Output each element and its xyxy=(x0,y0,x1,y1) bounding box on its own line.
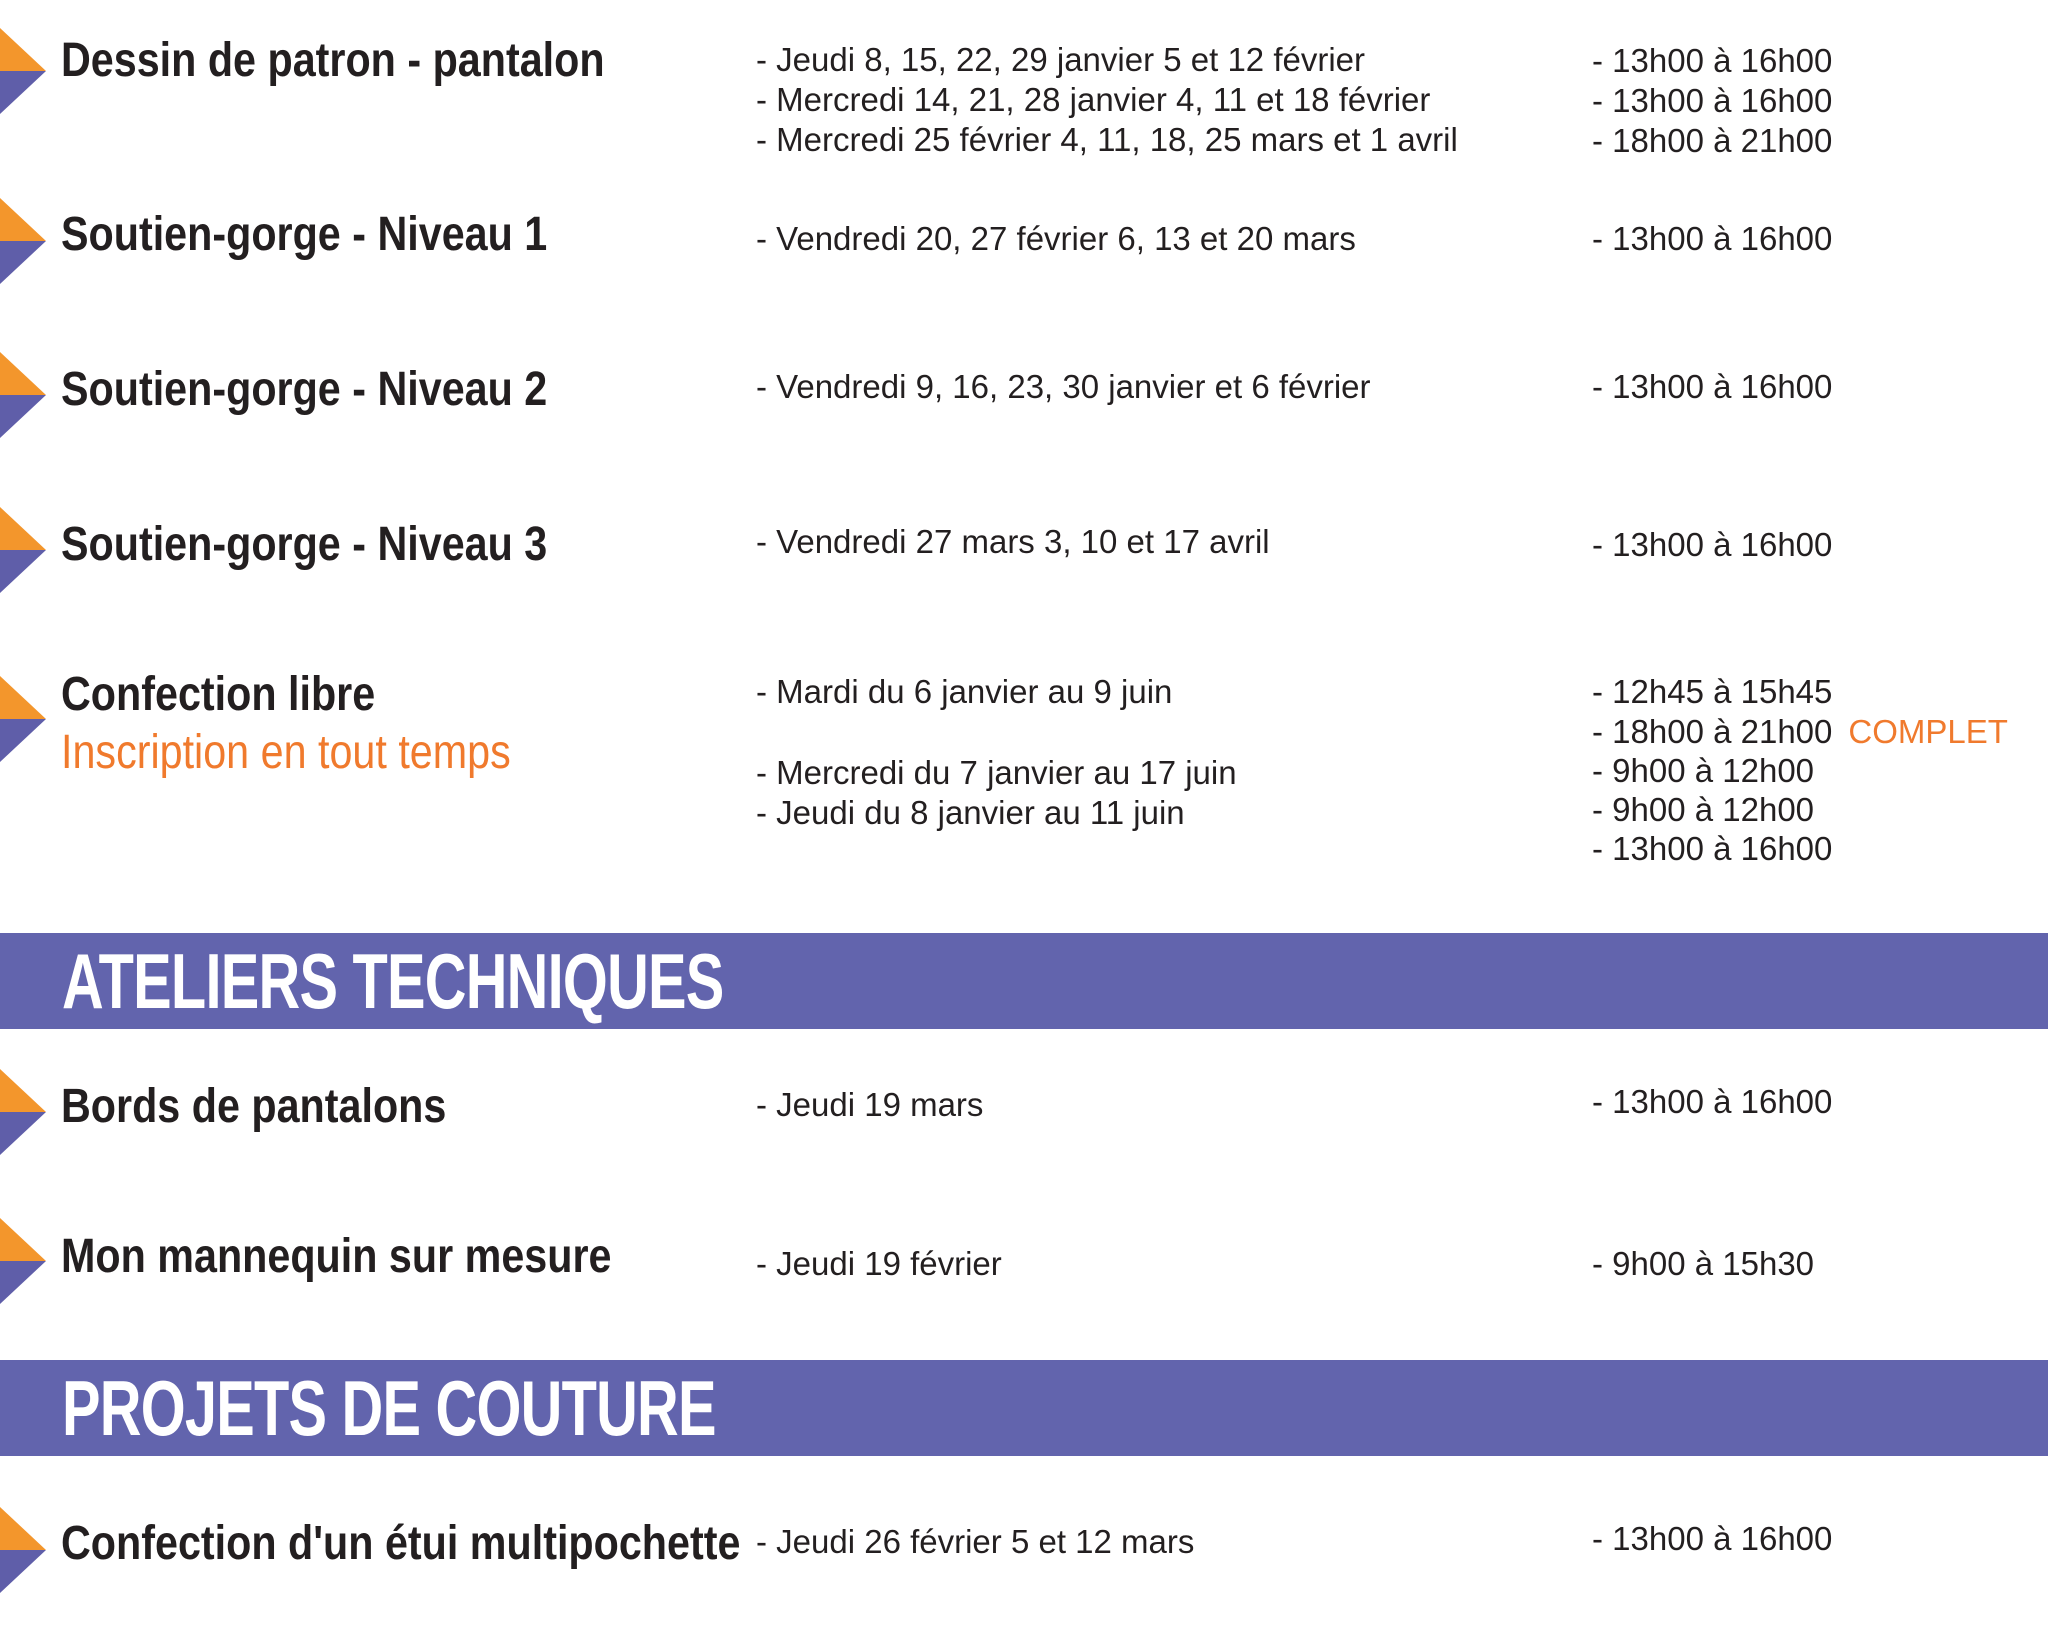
time-line: - 13h00 à 16h00 xyxy=(1592,42,1833,79)
registration-note: Inscription en tout temps xyxy=(61,726,511,779)
complete-badge: COMPLET xyxy=(1848,713,2008,750)
time-line: - 13h00 à 16h00 xyxy=(1592,526,1833,563)
time-line: - 13h00 à 16h00 xyxy=(1592,220,1833,257)
time-line: - 13h00 à 16h00 xyxy=(1592,368,1833,405)
time-line: - 12h45 à 15h45 xyxy=(1592,673,1833,710)
time-text: - 18h00 à 21h00 xyxy=(1592,713,1833,750)
arrow-marker-icon xyxy=(0,1069,46,1155)
arrow-marker-icon xyxy=(0,676,46,762)
section-band-projets-de-couture xyxy=(0,1360,2048,1456)
time-line: - 9h00 à 15h30 xyxy=(1592,1245,1815,1282)
date-line: - Mercredi du 7 janvier au 17 juin xyxy=(756,754,1237,791)
date-line: - Vendredi 27 mars 3, 10 et 17 avril xyxy=(756,523,1270,560)
time-line: - 13h00 à 16h00 xyxy=(1592,82,1833,119)
arrow-marker-icon xyxy=(0,352,46,438)
date-line: - Mercredi 14, 21, 28 janvier 4, 11 et 18 février xyxy=(756,81,1431,118)
time-line: - 13h00 à 16h00 xyxy=(1592,1520,1833,1557)
time-line: - 13h00 à 16h00 xyxy=(1592,830,1833,867)
time-line: - 9h00 à 12h00 xyxy=(1592,752,1815,789)
course-title: Mon mannequin sur mesure xyxy=(61,1230,612,1283)
date-line: - Mercredi 25 février 4, 11, 18, 25 mars et 1 avril xyxy=(756,121,1458,158)
section-band-ateliers-techniques xyxy=(0,933,2048,1029)
course-title: Soutien-gorge - Niveau 2 xyxy=(61,363,548,416)
arrow-marker-icon xyxy=(0,28,46,114)
date-line: - Jeudi 19 février xyxy=(756,1245,1002,1282)
arrow-marker-icon xyxy=(0,198,46,284)
course-title: Confection d'un étui multipochette xyxy=(61,1517,741,1570)
time-line: - 18h00 à 21h00 xyxy=(1592,122,1833,159)
date-line: - Mardi du 6 janvier au 9 juin xyxy=(756,673,1173,710)
date-line: - Jeudi 8, 15, 22, 29 janvier 5 et 12 février xyxy=(756,41,1366,78)
time-line-with-status xyxy=(1592,712,2008,752)
date-line: - Vendredi 20, 27 février 6, 13 et 20 mars xyxy=(756,220,1356,257)
course-title: Dessin de patron - pantalon xyxy=(61,34,605,87)
arrow-marker-icon xyxy=(0,1218,46,1304)
course-title: Soutien-gorge - Niveau 1 xyxy=(61,208,548,261)
date-line: - Vendredi 9, 16, 23, 30 janvier et 6 février xyxy=(756,368,1371,405)
course-title: Bords de pantalons xyxy=(61,1080,447,1133)
date-line: - Jeudi du 8 janvier au 11 juin xyxy=(756,794,1185,831)
date-line: - Jeudi 19 mars xyxy=(756,1086,984,1123)
course-title: Confection libre xyxy=(61,668,376,721)
arrow-marker-icon xyxy=(0,1507,46,1593)
section-title: ATELIERS TECHNIQUES xyxy=(62,937,724,1025)
time-line: - 13h00 à 16h00 xyxy=(1592,1083,1833,1120)
date-line: - Jeudi 26 février 5 et 12 mars xyxy=(756,1523,1195,1560)
arrow-marker-icon xyxy=(0,507,46,593)
time-line: - 9h00 à 12h00 xyxy=(1592,791,1815,828)
section-title: PROJETS DE COUTURE xyxy=(62,1364,716,1452)
course-title: Soutien-gorge - Niveau 3 xyxy=(61,518,548,571)
